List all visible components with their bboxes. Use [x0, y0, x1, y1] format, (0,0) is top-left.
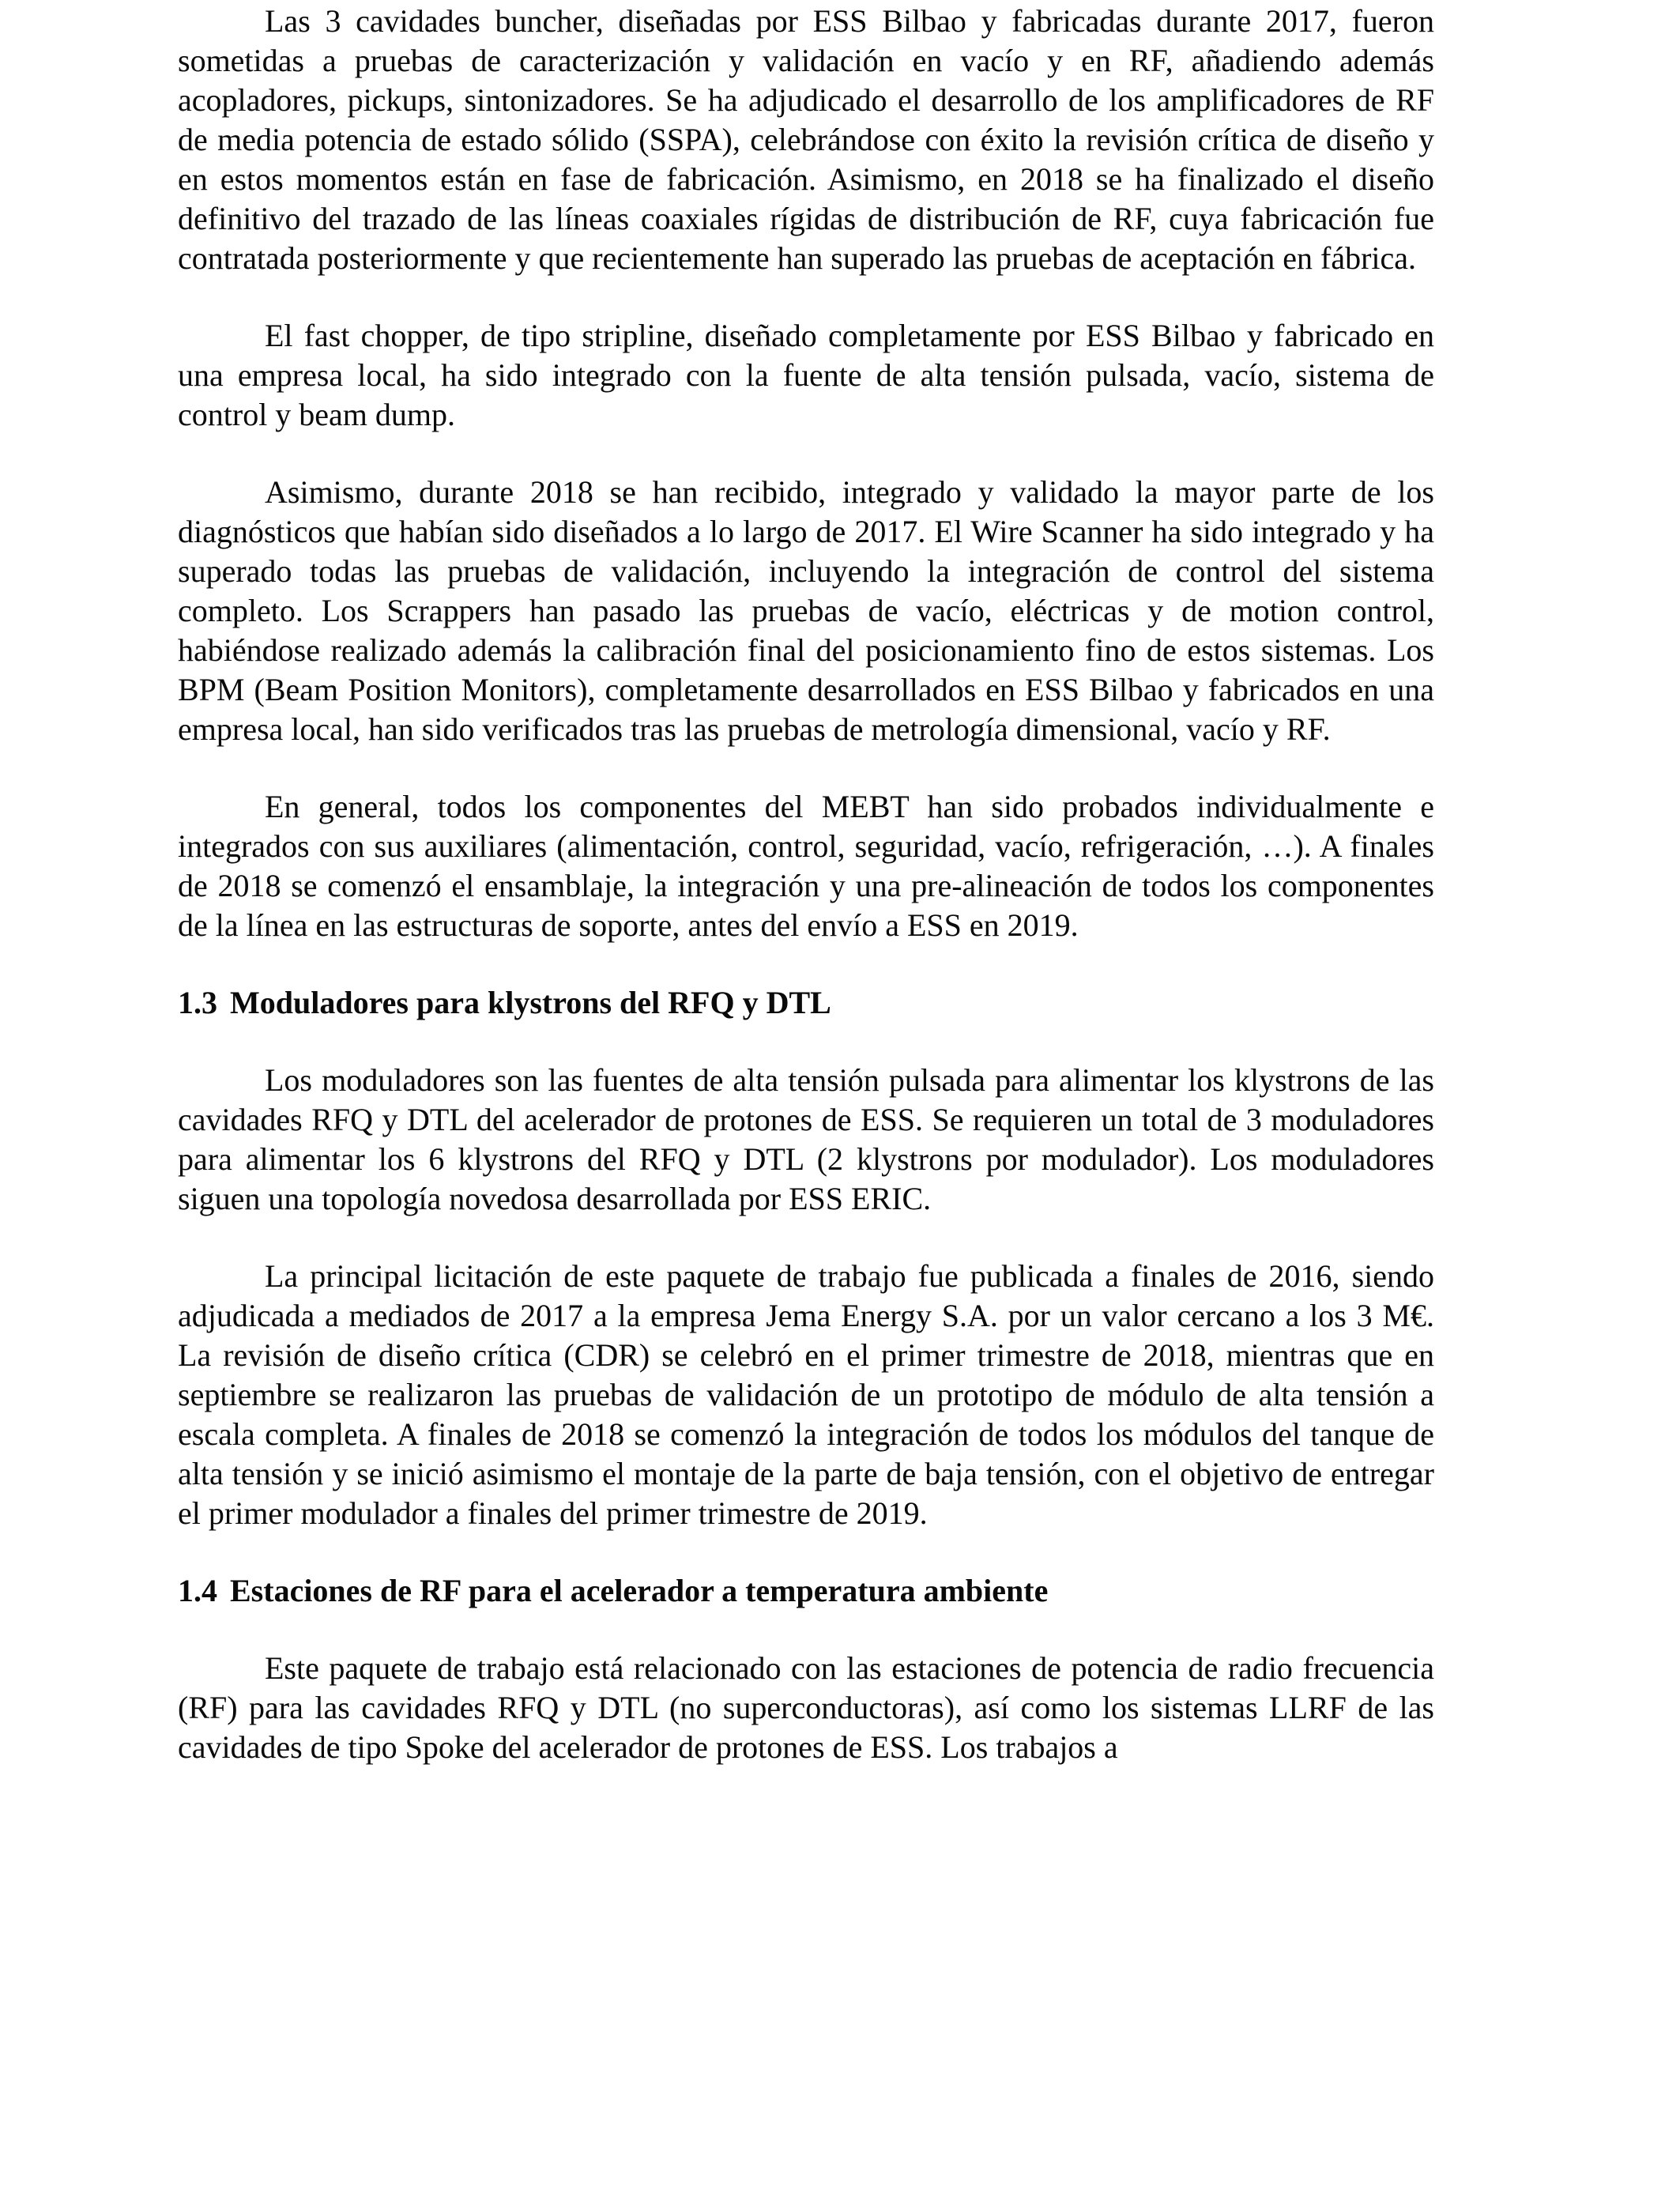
paragraph-spacer	[178, 1219, 1434, 1257]
document-page	[178, 0, 1434, 1767]
paragraph-spacer	[178, 278, 1434, 316]
paragraph-mebt-general: En general, todos los componentes del MEBT han sido probados individualmente e integrados con sus auxiliares (alimentación, control, seguridad, vacío, refrigeración, …). A finales de 2018 se comenzó el ensamblaje, la integración y una pre-alineación de todos los componentes de la línea en las estructuras de soporte, antes del envío a ESS en 2019.	[178, 789, 1434, 943]
paragraph-spacer	[178, 945, 1434, 983]
paragraph-spacer	[178, 435, 1434, 473]
paragraph-modulators-intro: Los moduladores son las fuentes de alta tensión pulsada para alimentar los klystrons de las cavidades RFQ y DTL del acelerador de protones de ESS. Se requieren un total de 3 moduladores para alimentar los 6 klystrons del RFQ y DTL (2 klystrons por modulador). Los moduladores siguen una topología novedosa desarrollada por ESS ERIC.	[178, 1062, 1434, 1216]
paragraph-buncher-cavities: Las 3 cavidades buncher, diseñadas por ESS Bilbao y fabricadas durante 2017, fueron sometidas a pruebas de caracterización y validación en vacío y en RF, añadiendo además acopladores, pickups, sintonizadores. Se ha adjudicado el desarrollo de los amplificadores de RF de media potencia de estado sólido (SSPA), celebrándose con éxito la revisión crítica de diseño y en estos momentos están en fase de fabricación. Asimismo, en 2018 se ha finalizado el diseño definitivo del trazado de las líneas coaxiales rígidas de distribución de RF, cuya fabricación fue contratada posteriormente y que recientemente han superado las pruebas de aceptación en fábrica.	[178, 3, 1434, 276]
section-number: 1.3	[178, 985, 217, 1020]
paragraph-spacer	[178, 1023, 1434, 1061]
paragraph-fast-chopper: El fast chopper, de tipo stripline, diseñado completamente por ESS Bilbao y fabricado en una empresa local, ha sido integrado con la fuente de alta tensión pulsada, vacío, sistema de control y beam dump.	[178, 318, 1434, 432]
section-number: 1.4	[178, 1573, 217, 1608]
paragraph-spacer	[178, 749, 1434, 787]
section-heading-1-4	[178, 1571, 1434, 1611]
section-title: Moduladores para klystrons del RFQ y DTL	[230, 985, 831, 1020]
paragraph-spacer	[178, 1533, 1434, 1571]
section-heading-1-3	[178, 983, 1434, 1023]
paragraph-diagnostics: Asimismo, durante 2018 se han recibido, integrado y validado la mayor parte de los diagnósticos que habían sido diseñados a lo largo de 2017. El Wire Scanner ha sido integrado y ha superado todas las pruebas de validación, incluyendo la integración de control del sistema completo. Los Scrappers han pasado las pruebas de vacío, eléctricas y de motion control, habiéndose realizado además la calibración final del posicionamiento fino de estos sistemas. Los BPM (Beam Position Monitors), completamente desarrollados en ESS Bilbao y fabricados en una empresa local, han sido verificados tras las pruebas de metrología dimensional, vacío y RF.	[178, 474, 1434, 747]
section-title: Estaciones de RF para el acelerador a temperatura ambiente	[230, 1573, 1049, 1608]
paragraph-rf-stations: Este paquete de trabajo está relacionado con las estaciones de potencia de radio frecuencia (RF) para las cavidades RFQ y DTL (no superconductoras), así como los sistemas LLRF de las cavidades de tipo Spoke del acelerador de protones de ESS. Los trabajos a	[178, 1650, 1434, 1765]
paragraph-modulators-tender: La principal licitación de este paquete de trabajo fue publicada a finales de 2016, siendo adjudicada a mediados de 2017 a la empresa Jema Energy S.A. por un valor cercano a los 3 M€. La revisión de diseño crítica (CDR) se celebró en el primer trimestre de 2018, mientras que en septiembre se realizaron las pruebas de validación de un prototipo de módulo de alta tensión a escala completa. A finales de 2018 se comenzó la integración de todos los módulos del tanque de alta tensión y se inició asimismo el montaje de la parte de baja tensión, con el objetivo de entregar el primer modulador a finales del primer trimestre de 2019.	[178, 1258, 1434, 1531]
paragraph-spacer	[178, 1611, 1434, 1649]
